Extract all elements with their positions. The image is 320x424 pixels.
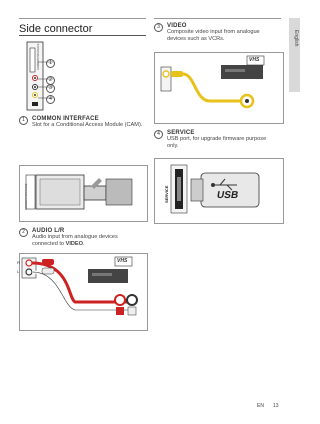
description-text: Audio input from analogue devices connected to xyxy=(32,234,118,247)
page-title: Side connector xyxy=(19,23,93,35)
audio-connection-image xyxy=(19,253,148,331)
callout-2: 2 xyxy=(46,76,55,85)
section-service xyxy=(154,130,284,150)
title-underline xyxy=(19,35,146,36)
top-rule-left xyxy=(19,18,146,19)
top-rule-right xyxy=(154,18,281,19)
section-audio-lr xyxy=(19,228,149,248)
svg-text:COMMON INTERFACE: COMMON INTERFACE xyxy=(37,43,40,70)
section-description: USB port, for upgrade firmware purpose only. xyxy=(167,136,267,149)
section-number: 1 xyxy=(19,116,28,125)
service-label: SERVICE xyxy=(164,185,169,203)
cable-label-l: L xyxy=(17,269,20,274)
callout-4: 4 xyxy=(46,95,55,104)
callout-3: 3 xyxy=(46,84,55,93)
section-video xyxy=(154,23,284,43)
section-description xyxy=(32,234,137,248)
usb-label: USB xyxy=(216,190,240,201)
cable-label-r: R xyxy=(17,260,20,265)
page-number: 13 xyxy=(273,403,279,409)
callout-1: 1 xyxy=(46,59,55,68)
usb-service-image xyxy=(154,158,284,224)
section-heading: AUDIO L/R xyxy=(32,228,65,234)
section-common-interface xyxy=(19,116,149,129)
section-heading: SERVICE xyxy=(167,130,195,136)
footer-language: EN xyxy=(257,403,264,409)
description-bold: VIDEO xyxy=(65,241,84,247)
side-connector-diagram xyxy=(25,40,65,112)
section-number: 3 xyxy=(154,23,163,32)
cam-image xyxy=(19,165,148,222)
section-heading: COMMON INTERFACE xyxy=(32,116,99,122)
vhs-label: VHS xyxy=(117,258,128,264)
section-description: Slot for a Conditional Access Module (CAM). xyxy=(32,122,143,128)
vhs-label: VHS xyxy=(249,57,260,63)
card-label: COMMON INTERFACE xyxy=(25,183,28,210)
video-connection-image xyxy=(154,52,284,124)
description-end: . xyxy=(83,241,85,247)
section-number: 4 xyxy=(154,130,163,139)
section-heading: VIDEO xyxy=(167,23,187,29)
section-description: Composite video input from analogue devices such as VCRs. xyxy=(167,29,260,42)
language-tab xyxy=(289,18,300,92)
language-tab-label: English xyxy=(293,30,299,47)
section-number: 2 xyxy=(19,228,28,237)
